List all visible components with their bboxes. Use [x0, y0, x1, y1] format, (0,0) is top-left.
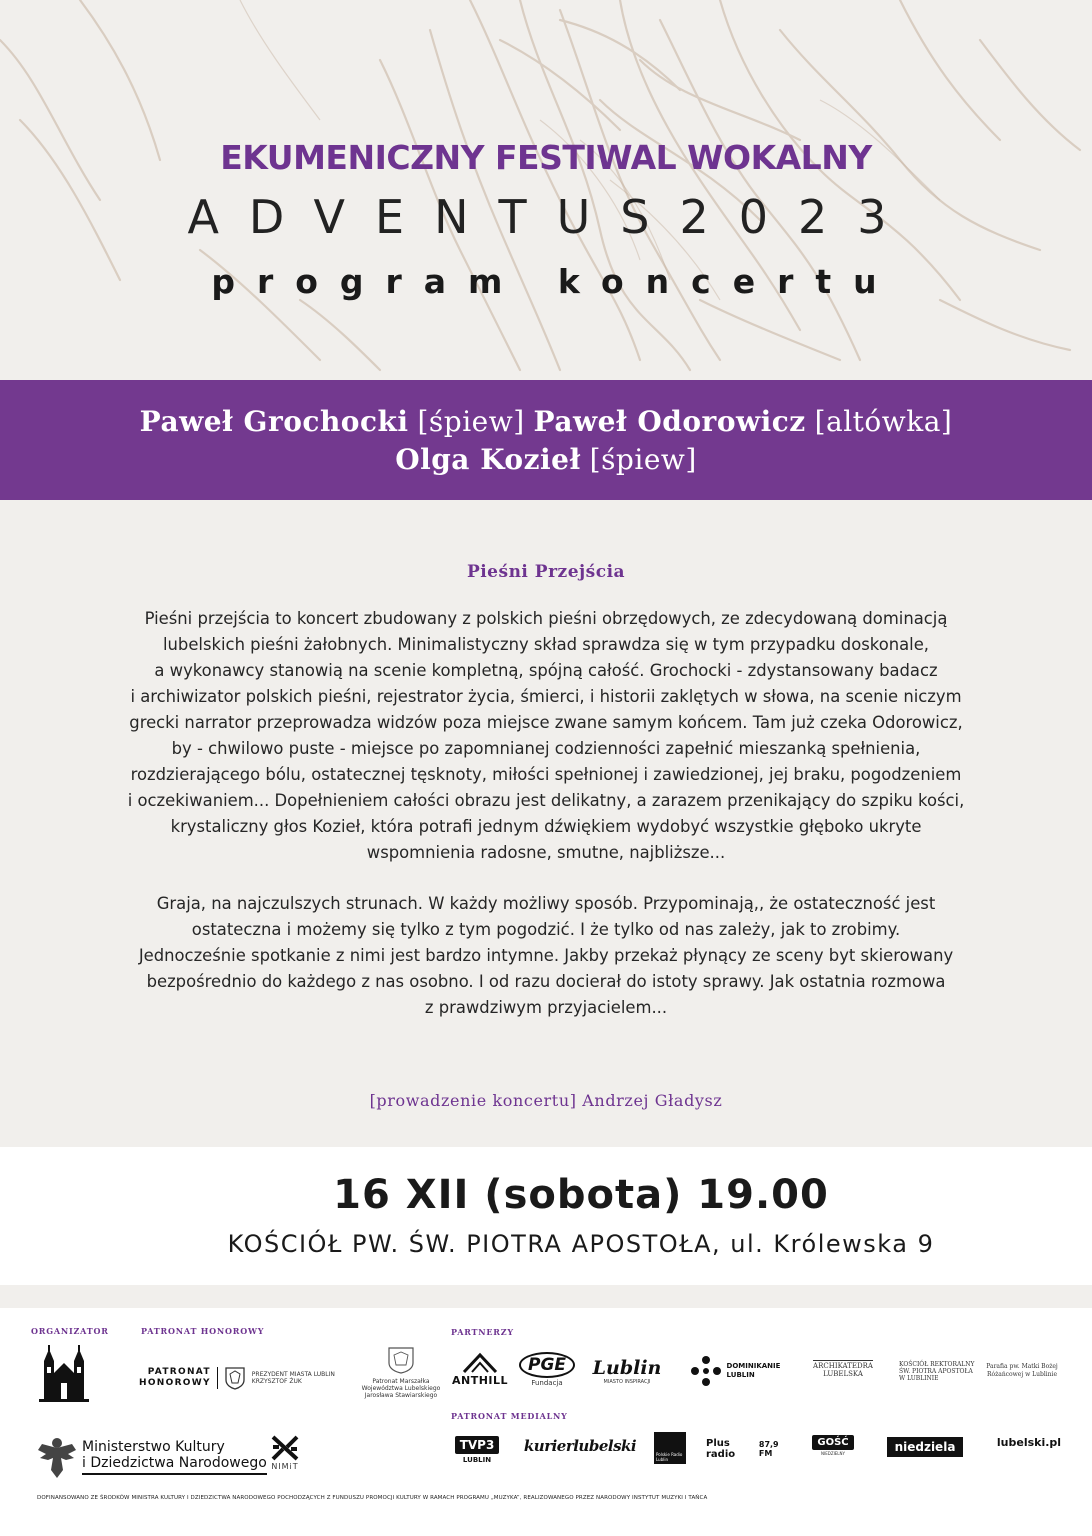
- anthill-mark-icon: [460, 1352, 500, 1374]
- gosc-mark: GOŚĆ: [812, 1435, 853, 1450]
- text-line: i archiwizator polskich pieśni, rejestrator życia, śmierci, i historii zaklętych w słowa, na scenie niczym: [130, 687, 962, 706]
- festival-title: EKUMENICZNY FESTIWAL WOKALNY: [220, 138, 872, 177]
- patronage-word: PATRONAT: [147, 1367, 211, 1377]
- plus-radio-mark: Plus radio: [706, 1438, 736, 1460]
- pge-mark: PGE: [519, 1352, 575, 1378]
- archikatedra-line: LUBELSKA: [823, 1370, 863, 1378]
- honorary-patronage-label: PATRONAT HONOROWY: [141, 1326, 265, 1336]
- nimit-mark-icon: [269, 1433, 301, 1463]
- kosciol-line: W LUBLINIE: [899, 1375, 939, 1382]
- concert-title: Pieśni Przejścia: [466, 562, 626, 582]
- kurier-lubelski-logo: [523, 1437, 637, 1455]
- parafia-logo: [983, 1363, 1061, 1379]
- lubelski-pl-logo: [996, 1436, 1062, 1449]
- page-subtitle: program koncertu: [211, 262, 899, 301]
- nimit-logo: [266, 1433, 304, 1470]
- niedziela-mark: niedziela: [887, 1437, 964, 1457]
- tvp3-logo: [451, 1436, 503, 1464]
- parafia-line: Parafia pw. Matki Bożej: [986, 1363, 1058, 1370]
- niedziela-logo: [882, 1437, 968, 1457]
- text-line: Pieśni przejścia to koncert zbudowany z polskich pieśni obrzędowych, ze zdecydowaną dominacją: [144, 609, 948, 628]
- performer-role: [altówka]: [814, 405, 953, 438]
- text-line: z prawdziwym przyjacielem...: [424, 998, 668, 1017]
- text-line: i oczekiwaniem... Dopełnieniem całości obrazu jest delikatny, a zarazem przenikający do szpiku kości,: [127, 791, 965, 810]
- media-patronage-label: PATRONAT MEDIALNY: [451, 1411, 568, 1421]
- performer-name: Paweł Grochocki: [139, 405, 409, 438]
- anthill-logo: [449, 1352, 511, 1387]
- dominikanie-text: [727, 1362, 781, 1380]
- text-line: krystaliczny głos Kozieł, która potrafi jednym dźwiękiem wydobyć wszystkie głęboko ukryte: [170, 817, 922, 836]
- tvp3-mark: TVP3: [455, 1436, 500, 1454]
- kosciol-line: ŚW. PIOTRA APOSTOŁA: [899, 1368, 973, 1375]
- text-line: Jednocześnie spotkanie z nimi jest bardzo intymne. Jakby przekaż płynący ze sceny byt skierowany: [138, 946, 954, 965]
- dominikanie-logo: [683, 1355, 787, 1387]
- partners-label: PARTNERZY: [451, 1327, 514, 1337]
- performer-role: [śpiew]: [589, 443, 697, 476]
- president-name: KRZYSZTOF ŻUK: [251, 1378, 302, 1385]
- performer-role: [śpiew]: [417, 405, 525, 438]
- text-line: ostateczna i możemy się tylko z tym pogodzić. I że tylko od nas zależy, jak to zrobimy.: [191, 920, 901, 939]
- performers-line-1: [0, 403, 1092, 441]
- marshal-line: Jarosława Stawiarskiego: [364, 1392, 438, 1399]
- anthill-label: ANTHILL: [451, 1374, 509, 1387]
- kosciol-line: KOŚCIÓŁ REKTORALNY: [899, 1361, 975, 1368]
- text-line: Graja, na najczulszych strunach. W każdy możliwy sposób. Przypominają,, że ostateczność jest: [156, 894, 936, 913]
- parafia-line: Różańcowej w Lublinie: [986, 1371, 1058, 1378]
- text-line: a wykonawcy stanowią na scenie kompletną, spójną całość. Grochocki - zdystansowany badacz: [154, 661, 938, 680]
- polskie-radio-logo: [652, 1432, 688, 1464]
- nimit-label: NIMiT: [271, 1462, 299, 1471]
- marshal-text: [362, 1378, 441, 1399]
- dominikanie-line: LUBLIN: [726, 1371, 755, 1379]
- marshal-line: Patronat Marszałka: [372, 1378, 430, 1385]
- dominikanie-line: DOMINIKANIE: [726, 1362, 781, 1370]
- description-paragraph-2: [96, 891, 996, 1021]
- president-patronage-logo: [139, 1364, 335, 1392]
- host-credit: [prowadzenie koncertu] Andrzej Gładysz: [369, 1091, 723, 1110]
- patronage-word: HONOROWY: [139, 1378, 211, 1388]
- plus-radio-frequency: 87,9 FM: [758, 1440, 779, 1458]
- funding-note: DOFINANSOWANO ZE ŚRODKÓW MINISTRA KULTURY I DZIEDZICTWA NARODOWEGO POCHODZĄCYCH Z FUNDUSZU PROMOCJI KULTURY W RAMACH PROGRAMU „MUZYKA”, REALIZOWANEGO PRZEZ NARODOWY INSTYTUT MUZYKI I TAŃCA: [37, 1495, 708, 1501]
- pge-label: Fundacja: [531, 1379, 563, 1387]
- gosc-niedzielny-logo: [810, 1435, 856, 1457]
- president-title: PREZYDENT MIASTA LUBLIN: [251, 1371, 335, 1378]
- ministry-logo: [36, 1433, 267, 1481]
- ministry-line: Ministerstwo Kultury: [82, 1439, 225, 1455]
- plus-radio-logo: [706, 1438, 790, 1460]
- event-venue: KOŚCIÓŁ PW. ŚW. PIOTRA APOSTOŁA, ul. Królewska 9: [227, 1230, 935, 1258]
- kosciol-rektoralny-logo: [899, 1361, 977, 1382]
- organizer-label: ORGANIZATOR: [31, 1326, 109, 1336]
- voivodeship-crest-icon: [386, 1345, 416, 1375]
- festival-edition: ADVENTUS2023: [187, 190, 917, 244]
- marshal-patronage-logo: [360, 1345, 442, 1399]
- church-logo-icon: [36, 1343, 92, 1407]
- ministry-name: [82, 1439, 267, 1475]
- performers-band: [0, 380, 1092, 500]
- radio-mark: Polskie Radio Lublin: [654, 1432, 686, 1464]
- lubelski-mark: lubelski.pl: [996, 1436, 1062, 1449]
- text-line: wspomnienia radosne, smutne, najbliższe...: [366, 843, 726, 862]
- text-line: grecki narrator przeprowadza widzów poza miejsce zwane samym końcem. Tam już czeka Odorowicz,: [129, 713, 963, 732]
- text-line: bezpośrednio do każdego z nas osobno. I od razu docierał do istoty sprawy. Jak ostatnia rozmowa: [146, 972, 946, 991]
- text-line: by - chwilowo puste - miejsce po zapomnianej codzienności zapełnić mieszanką spełnienia,: [171, 739, 921, 758]
- lublin-tagline: MIASTO INSPIRACJI: [603, 1379, 651, 1385]
- lublin-mark: Lublin: [592, 1357, 662, 1379]
- ministry-line: i Dziedzictwa Narodowego: [82, 1455, 267, 1471]
- lublin-crest-icon: [224, 1366, 246, 1390]
- gosc-label: NIEDZIELNY: [821, 1451, 845, 1456]
- performers-line-2: [0, 441, 1092, 479]
- patronage-wordmark: [139, 1367, 218, 1389]
- performer-name: Paweł Odorowicz: [533, 405, 806, 438]
- dominican-cross-icon: [690, 1355, 722, 1387]
- pge-logo: [517, 1352, 577, 1387]
- tvp3-label: LUBLIN: [462, 1456, 492, 1464]
- performer-name: Olga Kozieł: [395, 443, 581, 476]
- event-datetime: 16 XII (sobota) 19.00: [333, 1172, 829, 1218]
- kurier-mark: kurierlubelski: [523, 1437, 637, 1455]
- text-line: rozdzierającego bólu, ostatecznej tęsknoty, miłości spełnionej i zawiedzionej, jej braku, pogodzeniem: [130, 765, 962, 784]
- marshal-line: Województwa Lubelskiego: [361, 1385, 441, 1392]
- sponsors-footer: [0, 1308, 1092, 1536]
- eagle-emblem-icon: [36, 1434, 78, 1480]
- lublin-logo: [584, 1357, 670, 1386]
- president-text: [252, 1371, 335, 1385]
- archikatedra-logo: [795, 1360, 891, 1378]
- archikatedra-line: ARCHIKATEDRA: [813, 1362, 873, 1370]
- text-line: lubelskich pieśni żałobnych. Minimalistyczny skład sprawdza się w tym przypadku doskonale,: [162, 635, 929, 654]
- description-paragraph-1: [96, 606, 996, 866]
